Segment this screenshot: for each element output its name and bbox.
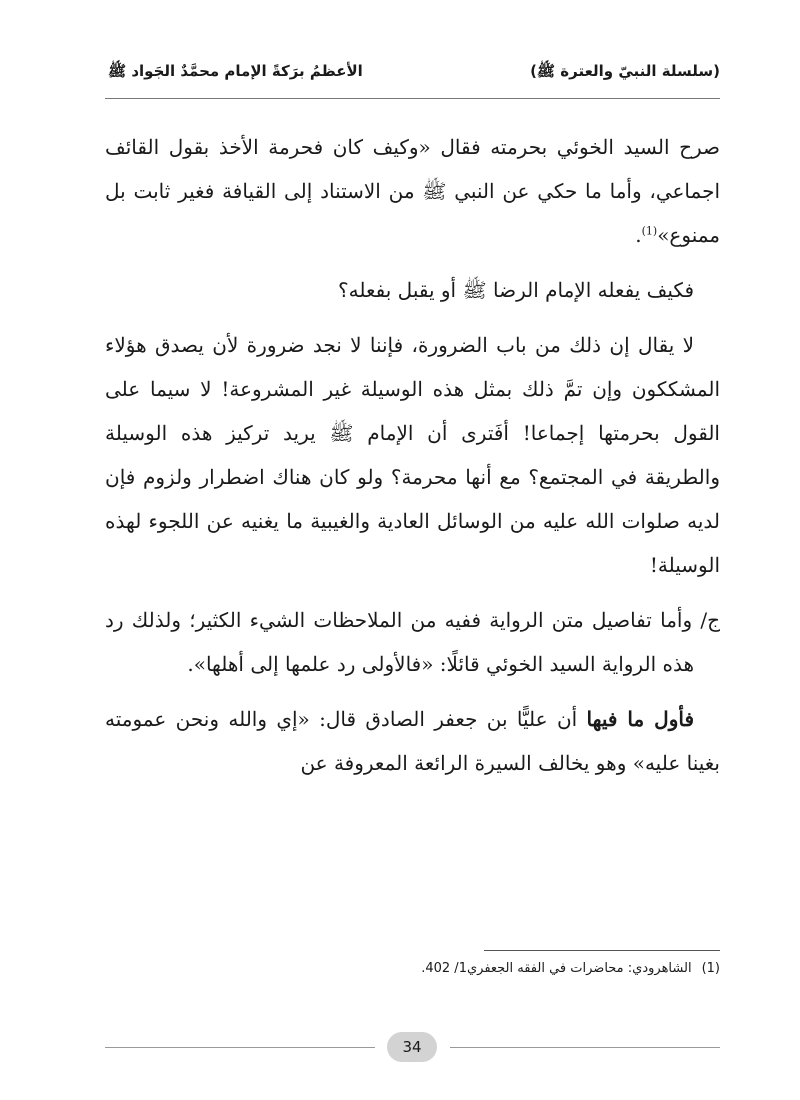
book-title: الأعظمُ برَكةً الإمام محمَّدٌ الجَواد ﷺ [108, 62, 363, 80]
body-text [105, 125, 720, 796]
paragraph-text: صرح السيد الخوئي بحرمته فقال «وكيف كان فحرمة الأخذ بقول القائف اجماعي، وأما ما حكي عن النبي ﷺ من الاستناد إلى القيافة فغير ثابت بل ممنوع» [105, 135, 720, 247]
footnote-text: الشاهرودي: محاضرات في الفقه الجعفري1/ 402. [421, 961, 692, 976]
paragraph-text: أن عليًّا بن جعفر الصادق قال: «إي والله ونحن عمومته بغينا عليه» وهو يخالف السيرة الرائعة المعروفة عن [105, 707, 720, 775]
footnote-number: (1) [701, 961, 720, 976]
page-number: 34 [387, 1032, 437, 1062]
paragraph-end: . [635, 223, 642, 247]
running-header [108, 55, 720, 91]
divider-right [450, 1047, 720, 1048]
footnote-ref: (1) [641, 224, 658, 238]
bold-lead: فأول ما فيها [586, 707, 695, 731]
paragraph: لا يقال إن ذلك من باب الضرورة، فإننا لا نجد ضرورة لأن يصدق هؤلاء المشككون وإن تمَّ ذلك بمثل هذه الوسيلة غير المشروعة! لا سيما على القول بحرمتها إجماعا! أفَترى أن الإمام ﷺ يريد تركيز هذه الوسيلة والطريقة في المجتمع؟ مع أنها محرمة؟ ولو كان هناك اضطرار ولزوم فإن لديه صلوات الله عليه من الوسائل العادية والغيبية ما يغنيه عن اللجوء لهذه الوسيلة! [105, 333, 720, 577]
series-title: (سلسلة النبيّ والعترة ﷺ) [530, 62, 720, 80]
footnote-rule [484, 950, 720, 951]
page-number-row [105, 1032, 720, 1062]
footnote [105, 958, 720, 980]
paragraph: فكيف يفعله الإمام الرضا ﷺ أو يقبل بفعله؟ [338, 278, 694, 302]
divider-left [105, 1047, 375, 1048]
paragraph: ج/ وأما تفاصيل متن الرواية ففيه من الملاحظات الشيء الكثير؛ ولذلك رد هذه الرواية السيد الخوئي قائلًا: «فالأولى رد علمها إلى أهلها». [105, 608, 720, 676]
header-rule [105, 98, 720, 99]
paragraph [105, 697, 720, 785]
paragraph [105, 125, 720, 257]
